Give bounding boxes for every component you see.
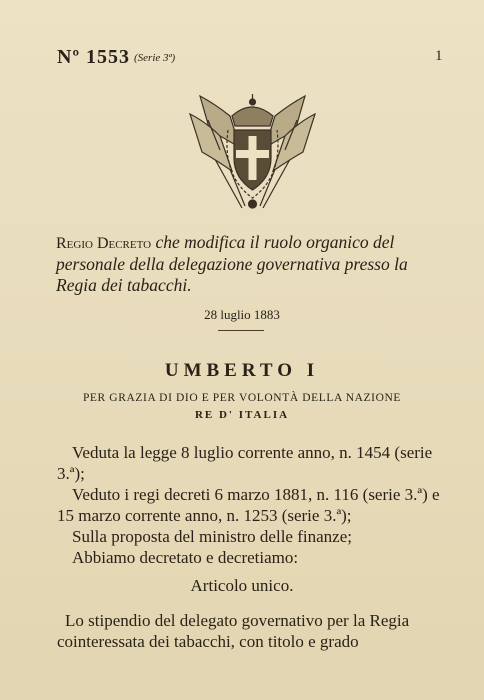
- article-heading: Articolo unico.: [190, 576, 294, 595]
- title-lead: Regio Decreto: [56, 235, 152, 252]
- title-text: che modifica il ruolo organico del personale della delegazione governativa presso la Regia dei tabacchi.: [56, 232, 408, 295]
- decree-title: [56, 232, 446, 296]
- paragraph-4: Abbiamo decretato e decretiamo:: [72, 548, 299, 567]
- paragraph-2: Veduto i regi decreti 6 marzo 1881, n. 116 (serie 3.ª) e 15 marzo corrente anno, n. 1253 (serie 3.ª);: [57, 485, 440, 525]
- paragraph-1: Veduta la legge 8 luglio corrente anno, n. 1454 (serie 3.ª);: [57, 443, 433, 483]
- page-number: 1: [435, 48, 443, 64]
- savoy-crest-with-flags-icon: [170, 86, 335, 221]
- divider-rule: [218, 330, 264, 331]
- king-grace-line: PER GRAZIA DI DIO E PER VOLONTÀ DELLA NAZIONE: [82, 392, 402, 404]
- king-name: UMBERTO I: [164, 360, 320, 381]
- series-label: (Serie 3ª): [134, 52, 176, 64]
- article-text: Lo stipendio del delegato governativo per la Regia cointeressata dei tabacchi, con titolo e grado: [57, 611, 410, 651]
- decree-date: 28 luglio 1883: [204, 307, 280, 322]
- decree-number: Nº 1553: [57, 46, 131, 68]
- king-title: RE D' ITALIA: [194, 409, 290, 421]
- paragraph-3: Sulla proposta del ministro delle finanze;: [72, 527, 352, 546]
